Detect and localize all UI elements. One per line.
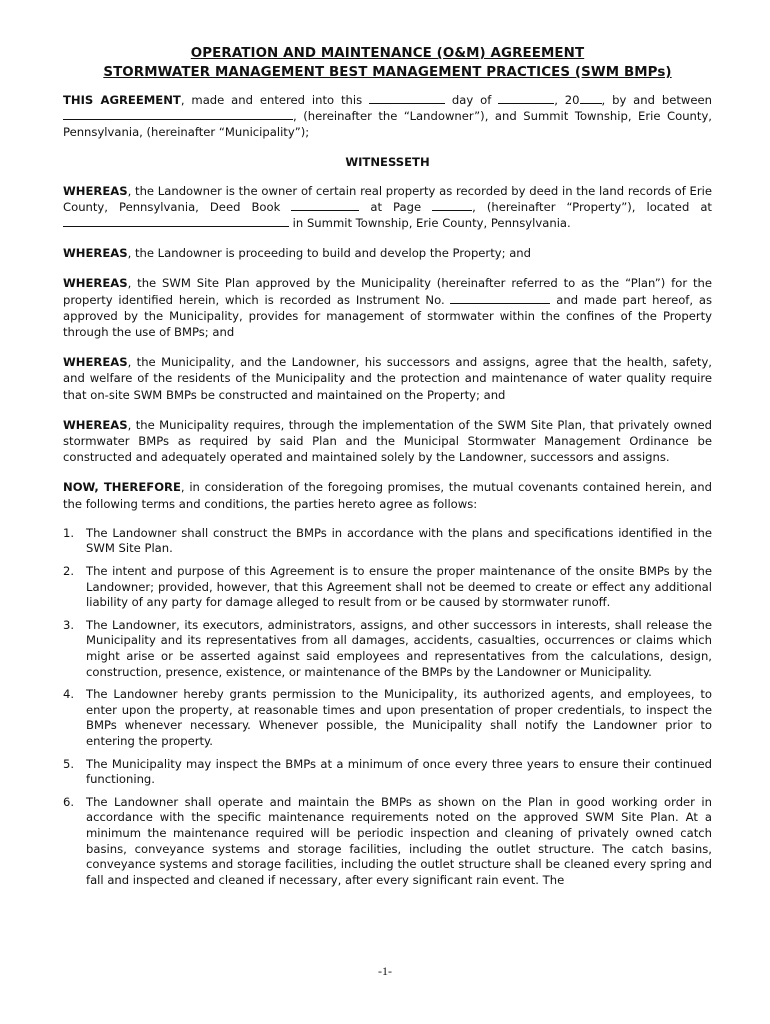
page-number: -1- (378, 964, 392, 978)
year-blank[interactable] (580, 94, 602, 104)
terms-list (63, 526, 712, 888)
whereas1-text-4: in Summit Township, Erie County, Pennsylvania. (289, 216, 571, 231)
whereas5-text: , the Municipality requires, through the implementation of the SWM Site Plan, that privately owned stormwater BMPs as required by said Plan and the Municipal Stormwater Management Ordinance be constructed and adequately operated and maintained solely by the Landowner, successors and assigns. (63, 417, 712, 465)
landowner-name-blank[interactable] (63, 110, 293, 120)
intro-text-4: , by and between (601, 93, 713, 107)
whereas-paragraph-1 (63, 183, 712, 232)
term-item (63, 687, 712, 749)
title-line-1: OPERATION AND MAINTENANCE (O&M) AGREEMENT (190, 46, 585, 61)
intro-paragraph (63, 92, 712, 141)
witnesseth-heading: WITNESSETH (345, 154, 430, 169)
instrument-number-blank[interactable] (450, 294, 550, 304)
term-text: The Landowner shall construct the BMPs in accordance with the plans and specifications identified in the SWM Site Plan. (86, 525, 712, 556)
term-number: 1. (63, 525, 75, 540)
whereas-lead: WHEREAS (63, 276, 128, 291)
term-item (63, 526, 712, 557)
day-blank[interactable] (369, 94, 445, 104)
whereas1-text-3: , (hereinafter “Property”), located at (472, 199, 712, 214)
intro-text-3: , 20 (554, 93, 580, 107)
whereas3-text-1: , the SWM Site Plan approved by the Municipality (hereinafter referred to as the “Plan”) for the property identified herein, which is recorded as Instrument No. (63, 276, 712, 307)
month-blank[interactable] (498, 94, 554, 104)
whereas2-text: , the Landowner is proceeding to build and develop the Property; and (127, 246, 532, 261)
term-text: The Municipality may inspect the BMPs at a minimum of once every three years to ensure their continued functioning. (86, 756, 712, 787)
term-item (63, 618, 712, 680)
whereas1-text-1: , the Landowner is the owner of certain real property as recorded by deed in the land records of Erie County, Pennsylvania, Deed Book (63, 183, 712, 214)
whereas-paragraph-2 (63, 245, 712, 261)
whereas-paragraph-5 (63, 417, 712, 466)
whereas-paragraph-3 (63, 275, 712, 340)
intro-lead: THIS AGREEMENT (63, 93, 181, 107)
now-therefore-lead: NOW, THEREFORE (63, 480, 181, 495)
whereas-lead: WHEREAS (63, 183, 128, 198)
term-item (63, 795, 712, 889)
deed-book-blank[interactable] (291, 201, 359, 211)
whereas-lead: WHEREAS (63, 355, 128, 370)
whereas1-text-2: at Page (359, 199, 433, 214)
whereas-lead: WHEREAS (63, 417, 128, 432)
page-blank[interactable] (432, 201, 472, 211)
term-number: 2. (63, 564, 75, 579)
term-number: 6. (63, 794, 75, 809)
now-therefore-text: , in consideration of the foregoing promises, the mutual covenants contained herein, and the following terms and conditions, the parties hereto agree as follows: (63, 480, 712, 511)
term-item (63, 757, 712, 788)
term-text: The Landowner, its executors, administrators, assigns, and other successors in interests, shall release the Municipality and its representatives from all damages, accidents, casualties, occurrences or claims which might arise or be asserted against said employees and representatives from the calculations, design, construction, presence, existence, or maintenance of the BMPs by the Landowner or Municipality. (86, 617, 712, 679)
term-text: The Landowner shall operate and maintain the BMPs as shown on the Plan in good working order in accordance with the specific maintenance requirements noted on the approved SWM Site Plan. At a minimum the maintenance required will be periodic inspection and cleaning of privately owned catch basins, conveyance systems and storage facilities, including the outlet structure. The catch basins, conveyance systems and storage facilities, including the outlet structure shall be cleaned every spring and fall and inspected and cleaned if necessary, after every significant rain event. The (86, 794, 712, 887)
term-number: 4. (63, 687, 75, 702)
now-therefore-paragraph (63, 479, 712, 511)
term-item (63, 564, 712, 611)
title-line-2: STORMWATER MANAGEMENT BEST MANAGEMENT PRACTICES (SWM BMPs) (103, 65, 672, 80)
location-blank[interactable] (63, 217, 289, 227)
whereas3-text-2: and made part hereof, as approved by the Municipality, provides for management of stormwater within the confines of the Property through the use of BMPs; and (63, 292, 712, 340)
intro-text-1: , made and entered into this (180, 93, 370, 107)
whereas-lead: WHEREAS (63, 246, 128, 261)
term-text: The Landowner hereby grants permission to the Municipality, its authorized agents, and employees, to enter upon the property, at reasonable times and upon presentation of proper credentials, to inspect the BMPs whenever necessary. Whenever possible, the Municipality shall notify the Landowner prior to entering the property. (86, 687, 712, 748)
intro-text-5: , (hereinafter the “Landowner”), and Summit Township, Erie County, Pennsylvania, (hereinafter “Municipality”); (63, 109, 712, 140)
intro-text-2: day of (445, 93, 499, 107)
term-text: The intent and purpose of this Agreement is to ensure the proper maintenance of the onsite BMPs by the Landowner; provided, however, that this Agreement shall not be deemed to create or effect any additional liability of any party for damage alleged to result from or be caused by stormwater runoff. (86, 564, 712, 610)
whereas4-text: , the Municipality, and the Landowner, his successors and assigns, agree that the health, safety, and welfare of the residents of the Municipality and the protection and maintenance of water quality require that on-site SWM BMPs be constructed and maintained on the Property; and (63, 355, 712, 402)
term-number: 5. (63, 756, 75, 771)
term-number: 3. (63, 617, 75, 632)
whereas-paragraph-4 (63, 354, 712, 403)
document-title (63, 44, 712, 82)
